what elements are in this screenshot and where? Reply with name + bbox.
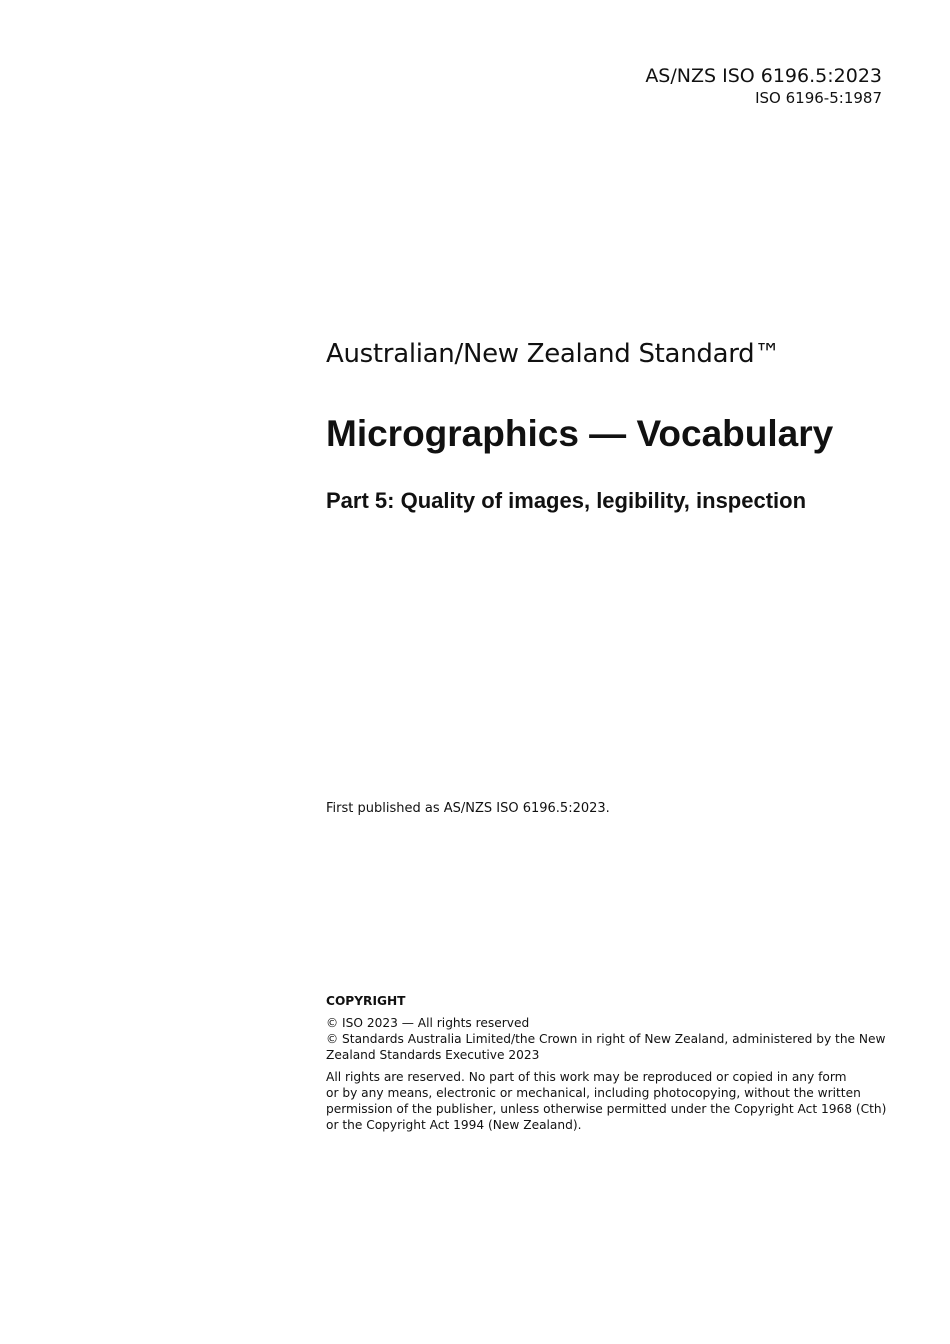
rights-line: permission of the publisher, unless otherwise permitted under the Copyright Act 1968 (Cth) <box>326 1102 887 1116</box>
page-subtitle: Part 5: Quality of images, legibility, inspection <box>326 488 807 513</box>
document-identifier <box>645 64 882 108</box>
rights-line: or the Copyright Act 1994 (New Zealand). <box>326 1118 582 1132</box>
rights-line: All rights are reserved. No part of this work may be reproduced or copied in any form <box>326 1070 847 1084</box>
page-title: Micrographics — Vocabulary <box>326 413 834 454</box>
copyright-notice-line: © Standards Australia Limited/the Crown in right of New Zealand, administered by the New <box>326 1032 886 1046</box>
first-published-note: First published as AS/NZS ISO 6196.5:2023. <box>326 801 610 816</box>
copyright-section <box>326 993 886 1133</box>
rights-line: or by any means, electronic or mechanical, including photocopying, without the written <box>326 1086 861 1100</box>
copyright-notice-line: © ISO 2023 — All rights reserved <box>326 1016 530 1030</box>
copyright-notice-line: Zealand Standards Executive 2023 <box>326 1048 540 1062</box>
iso-reference: ISO 6196-5:1987 <box>755 89 882 107</box>
document-number: AS/NZS ISO 6196.5:2023 <box>645 65 882 87</box>
copyright-notice <box>326 1015 886 1063</box>
copyright-heading: COPYRIGHT <box>326 994 406 1008</box>
rights-reserved-paragraph <box>326 1069 886 1133</box>
standard-type-label: Australian/New Zealand Standard™ <box>326 339 781 369</box>
